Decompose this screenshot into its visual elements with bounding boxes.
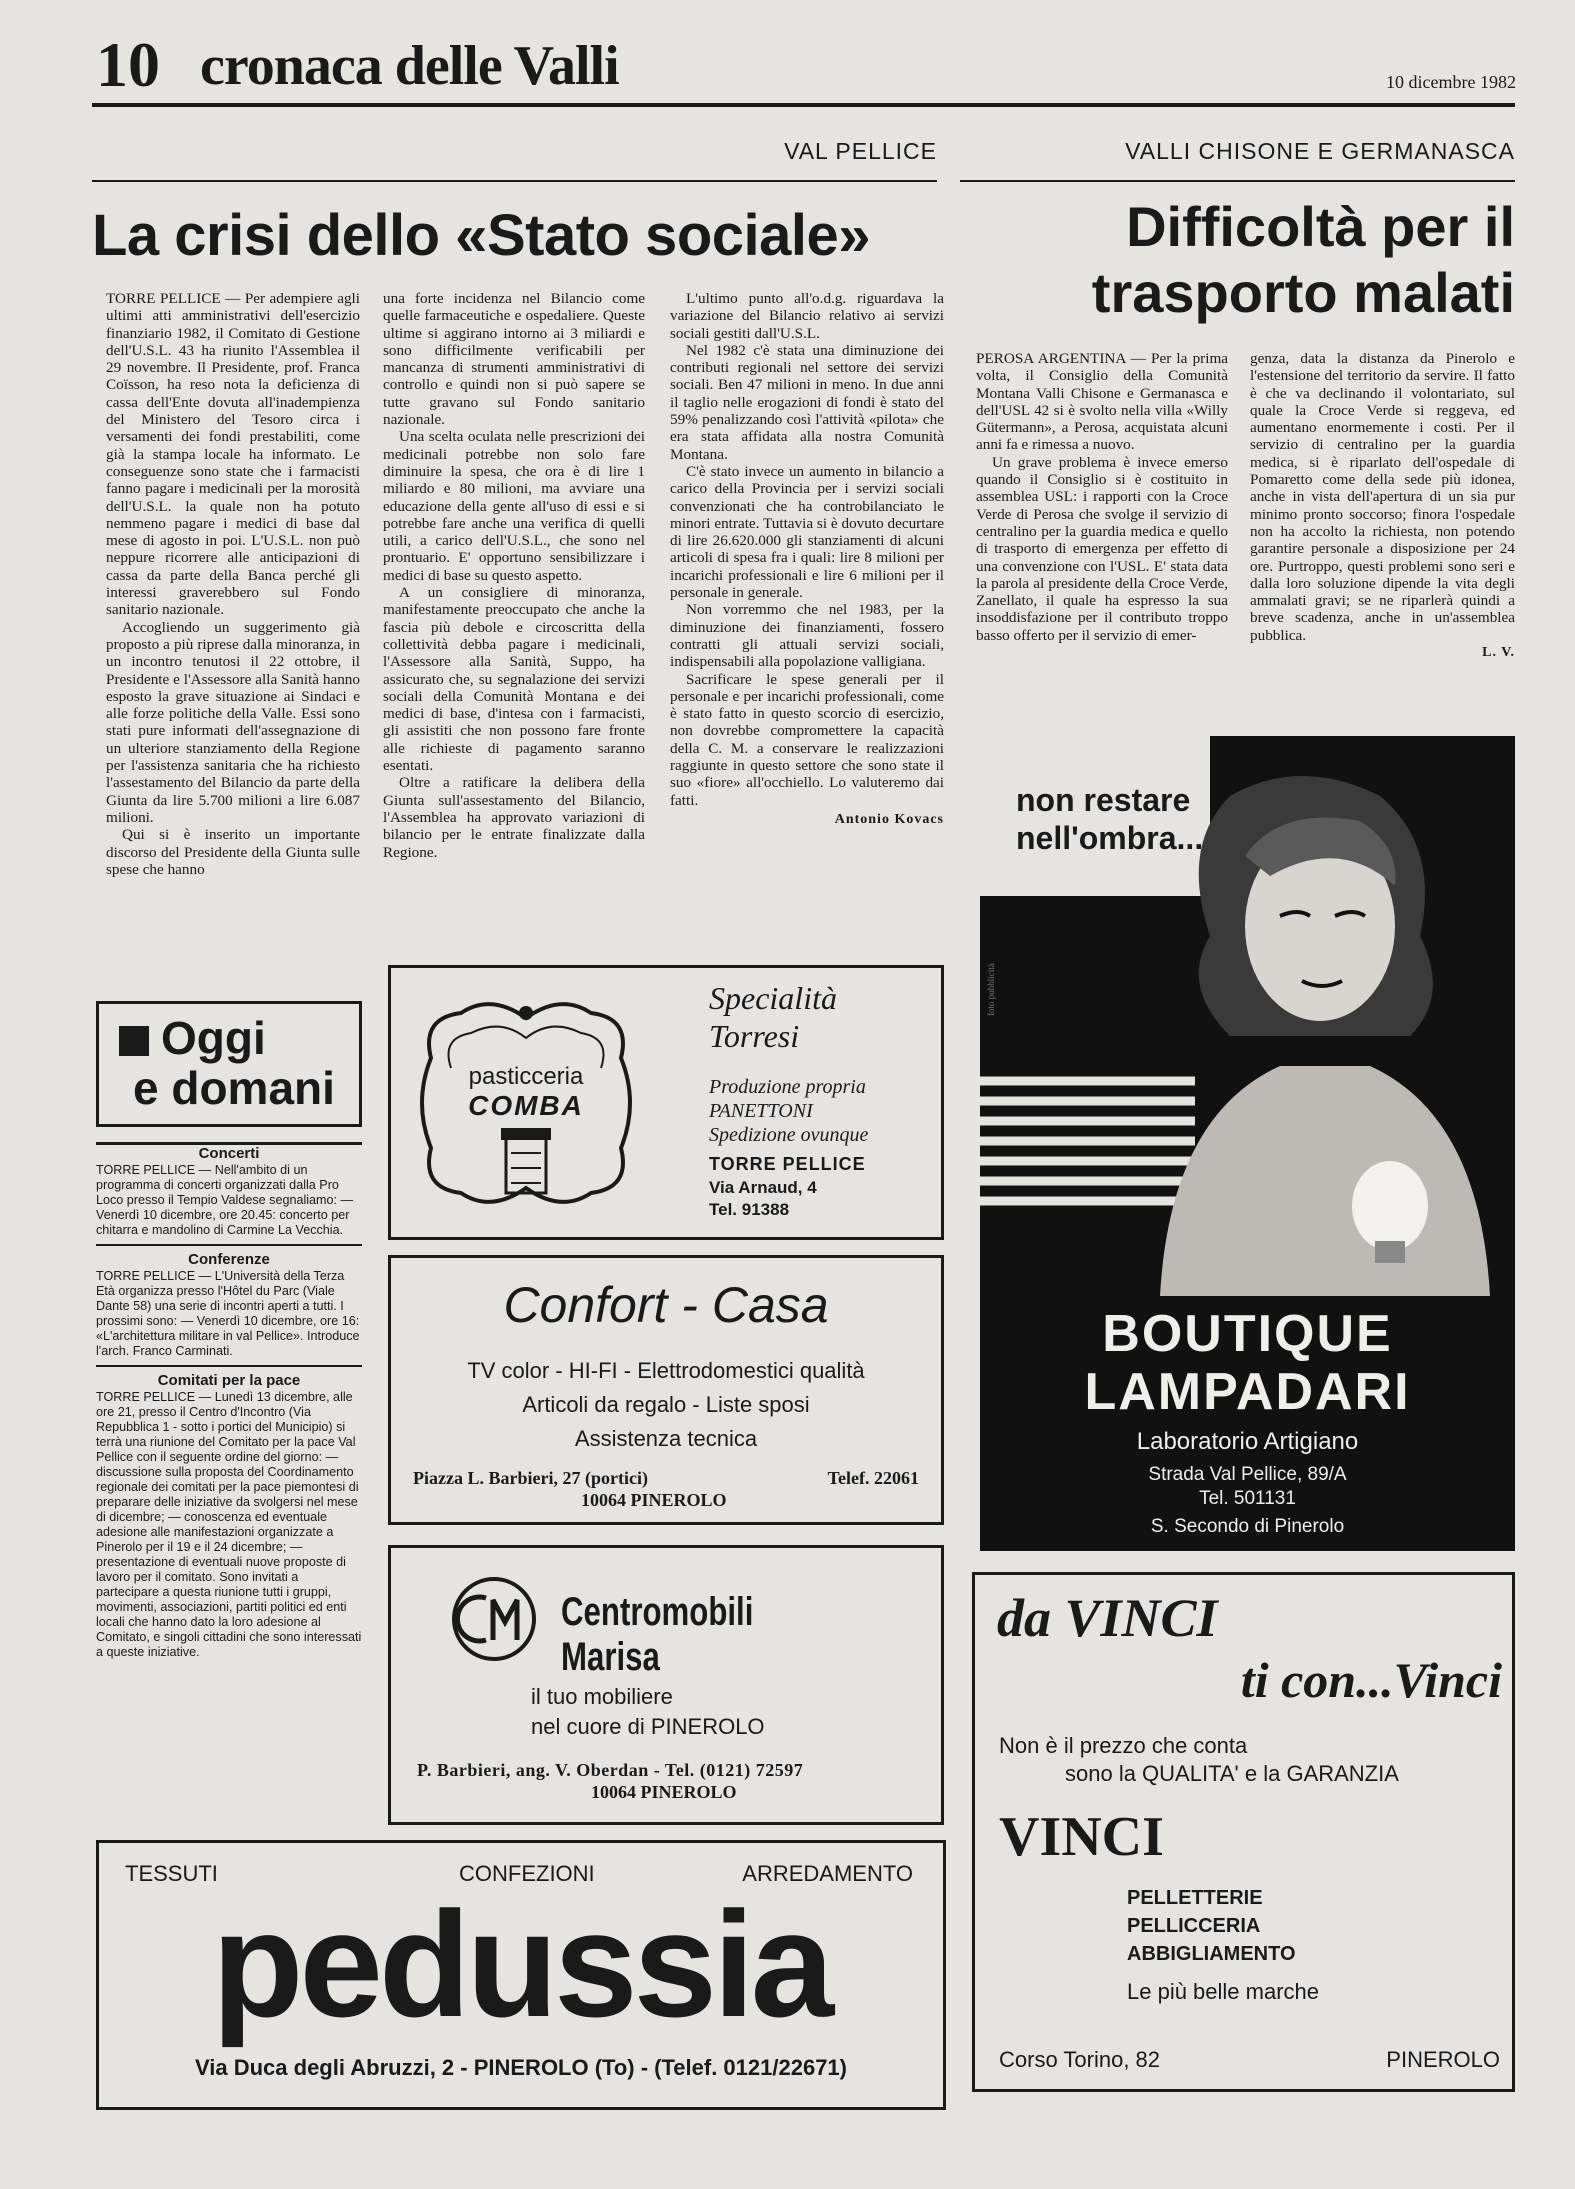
- page-number: 10: [96, 29, 160, 100]
- vinci-slogan-2: ti con...Vinci: [1240, 1652, 1502, 1708]
- headline-valli-chisone-2: trasporto malati: [1091, 261, 1515, 324]
- centromobili-city: 10064 PINEROLO: [591, 1782, 737, 1802]
- lampadari-headline-1: non restare: [1016, 782, 1191, 818]
- paragraph: Oltre a ratificare la delibera della Giunta sull'assestamento del Bilancio, l'Assemblea ha approvato variazioni di bilancio per le entrate finalizzate dalla Regione.: [383, 774, 645, 861]
- paragraph: Non vorremmo che nel 1983, per la diminuzione dei finanziamenti, fossero contratti gli attuali servizi sociali, indispensabili alla popolazione valligiana.: [670, 601, 944, 671]
- paragraph: una forte incidenza nel Bilancio come quelle farmaceutiche e ospedaliere. Queste ultime si aggirano intorno ai 3 miliardi e sono difficilmente verificabili per mancanza di strumenti amministrativi di controllo e quindi non si può sapere se tutte gravano sul Fondo sanitario nazionale.: [383, 290, 645, 429]
- square-bullet-icon: [119, 1026, 149, 1056]
- centromobili-address: P. Barbieri, ang. V. Oberdan - Tel. (0121) 72597: [417, 1760, 804, 1780]
- lampadari-street: Strada Val Pellice, 89/A: [1148, 1464, 1347, 1485]
- paragraph: L'ultimo punto all'o.d.g. riguardava la variazione del Bilancio relativo ai servizi sociali gestiti dall'U.S.L.: [670, 290, 944, 342]
- paragraph: Accogliendo un suggerimento già proposto a più riprese dalla minoranza, in un incontro tenutosi il 22 ottobre, il Presidente e l'Assessore alla Sanità hanno esposto la grave situazione ai Sindaci e alle forze politiche della Valle. Essi sono stati pure informati dell'assegnazione di un ulteriore stanziamento della Regione per l'assistenza sanitaria che ha richiesto l'assestamento del Bilancio da parte della Giunta da lire 5.700 milioni a lire 6.087 milioni.: [106, 618, 360, 826]
- comba-line1: Produzione propria: [709, 1076, 866, 1098]
- vinci-line1: Non è il prezzo che conta: [999, 1733, 1248, 1758]
- confort-city: 10064 PINEROLO: [581, 1490, 727, 1510]
- headline-val-pellice: La crisi dello «Stato sociale»: [92, 203, 870, 268]
- issue-date: 10 dicembre 1982: [1386, 72, 1516, 92]
- paragraph: Un grave problema è invece emerso quando il Consiglio si è costituito in assemblea USL: i rapporti con la Croce Verde di Perosa che svolge il servizio di centralino per la guardia medica e quello di trasporto di emergenza per effetto di una convenzione con l'USL. E' stata data la parola al presidente della Croce Verde, Zanellato, il quale ha espresso la sua insoddisfazione per il contributo troppo basso offerto per il servizio di emer-: [976, 453, 1228, 644]
- section-label-val-pellice: VAL PELLICE: [784, 138, 937, 164]
- vinci-brand: VINCI: [999, 1806, 1164, 1868]
- headline-valli-chisone-1: Difficoltà per il: [1126, 195, 1515, 258]
- article-val-pellice-col2: [383, 290, 645, 861]
- vinci-tagline: Le più belle marche: [1127, 1979, 1320, 2004]
- lampadari-subtitle: Laboratorio Artigiano: [1136, 1428, 1359, 1455]
- oggi-item-text: TORRE PELLICE — L'Università della Terza Età organizza presso l'Hôtel du Parc (Viale Dante 58) una serie di incontri aperti a tutti. I prossimi sono: — Venerdì 10 dicembre, ore 16: «L'architettura militare in val Pellice». Introduce l'arch. Franco Carminati.: [96, 1269, 360, 1358]
- comba-title-2: Torresi: [709, 1018, 800, 1054]
- paragraph: A un consigliere di minoranza, manifestamente preoccupato che anche la fascia più debole e circoscritta della collettività debba pagare i medicinali, l'Assessore alla Sanità, Suppo, ha assicurato che, su segnalazione dei servizi sociali della Comunità Montana e dei medici di base, d'intesa con i farmacisti, gli assistiti che non possono fare fronte alle richieste di pagamento saranno esentati.: [383, 584, 645, 775]
- vinci-line2: sono la QUALITA' e la GARANZIA: [1065, 1761, 1399, 1786]
- lampadari-title-2: LAMPADARI: [1084, 1363, 1411, 1421]
- comba-logo-line2: COMBA: [468, 1090, 584, 1121]
- centromobili-title: Centromobili Marisa: [561, 1590, 754, 1679]
- article-valli-chisone-col2: [1250, 350, 1515, 661]
- comba-title-1: Specialità: [709, 980, 837, 1016]
- vinci-city: PINEROLO: [1386, 2047, 1500, 2072]
- lampadari-city: S. Secondo di Pinerolo: [1150, 1516, 1345, 1537]
- article-val-pellice-col1: [106, 290, 360, 878]
- comba-city: TORRE PELLICE: [709, 1154, 866, 1174]
- lampadari-title-1: BOUTIQUE: [1102, 1305, 1393, 1363]
- comba-line2: PANETTONI: [709, 1100, 813, 1122]
- ad-centromobili: [388, 1545, 944, 1825]
- section-label-valli-chisone: VALLI CHISONE E GERMANASCA: [1125, 138, 1515, 164]
- confort-title: Confort - Casa: [503, 1277, 829, 1333]
- pedussia-top-right: ARREDAMENTO: [742, 1861, 913, 1886]
- vinci-item2: PELLICCERIA: [1127, 1915, 1261, 1937]
- masthead: [96, 30, 1516, 102]
- photo-credit: foto pubblicità: [986, 963, 996, 1016]
- comba-line3: Spedizione ovunque: [709, 1124, 869, 1146]
- paragraph: C'è stato invece un aumento in bilancio a carico della Provincia per i servizi sociali convenzionati che ha controbilanciato le minori entrate. Tuttavia si è dovuto decurtare di lire 26.620.000 gli stanziamenti di alcuni articoli di spesa fra i quali: lire 8 milioni per incarichi professionali e lire 6 milioni per il personale in generale.: [670, 462, 944, 602]
- vinci-slogan-1: da VINCI: [997, 1588, 1218, 1648]
- article-val-pellice-col3: [670, 290, 944, 828]
- oggi-domani-list: [96, 1140, 362, 1660]
- paragraph: Una scelta oculata nelle prescrizioni dei medicinali potrebbe non solo fare diminuire la spesa, che ora è di lire 1 miliardo e 80 milioni, ma avviare una educazione della gente all'uso di essi e si potrebbe fare anche una verifica di quelli utili, a carico dell'U.S.L., che sono nel prontuario. E' opportuno sensibilizzare i medici di base su questo aspetto.: [383, 428, 645, 584]
- confort-address: Piazza L. Barbieri, 27 (portici): [413, 1468, 648, 1488]
- paragraph: Qui si è inserito un importante discorso del Presidente della Giunta sulle spese che hanno: [106, 826, 360, 878]
- section-rule-val-pellice: [92, 180, 937, 182]
- confort-line3: Assistenza tecnica: [574, 1426, 758, 1451]
- byline: L. V.: [1482, 645, 1515, 661]
- vinci-item1: PELLETTERIE: [1127, 1887, 1263, 1909]
- ad-confort-casa: [388, 1255, 944, 1525]
- oggi-item-title: Comitati per la pace: [157, 1372, 301, 1389]
- oggi-title-1: Oggi: [161, 1012, 266, 1064]
- article-valli-chisone-col1: [976, 350, 1228, 644]
- comba-logo-line1: pasticceria: [468, 1063, 584, 1090]
- confort-line2: Articoli da regalo - Liste sposi: [522, 1392, 810, 1417]
- cm-logo-icon: [451, 1576, 537, 1662]
- oggi-item-text: TORRE PELLICE — Nell'ambito di un programma di concerti organizzati dalla Pro Loco presso il Tempio Valdese segnaliamo: — Venerdì 10 dicembre, ore 20.45: concerto per chitarra e mandolino di Carmine La Vecchia.: [96, 1163, 354, 1237]
- woman-portrait-image: [980, 736, 1515, 1296]
- centromobili-line2: nel cuore di PINEROLO: [531, 1714, 765, 1739]
- pedussia-top-left: TESSUTI: [125, 1861, 218, 1886]
- byline: Antonio Kovacs: [834, 811, 944, 827]
- vinci-address: Corso Torino, 82: [999, 2047, 1161, 2072]
- ad-pedussia: [96, 1840, 946, 2110]
- pedussia-top-mid: CONFEZIONI: [459, 1861, 595, 1886]
- oggi-item-title: Concerti: [198, 1145, 260, 1162]
- vinci-item3: ABBIGLIAMENTO: [1127, 1943, 1296, 1965]
- centromobili-line1: il tuo mobiliere: [531, 1684, 673, 1709]
- lampadari-headline-2: nell'ombra...: [1016, 820, 1204, 856]
- confort-line1: TV color - HI-FI - Elettrodomestici qualità: [467, 1358, 865, 1383]
- paragraph: genza, data la distanza da Pinerolo e l'estensione del territorio da servire. Il fatto è che va declinando il volontariato, sul quale la Croce Verde si reggeva, ed aumentano enormemente i costi. Per il servizio di centralino per la guardia medica, si è riparlato dell'ospedale di Pomaretto come della sede più idonea, anche in vista dell'apertura di un sia pur minimo pronto soccorso; finora l'ospedale non ha accolto la richiesta, non potendo garantire personale a disposizione per 24 ore. Purtroppo, questi problemi sono seri e dalla loro soluzione dipende la vita degli ammalati gravi; se ne riparlerà quindi a breve scadenza, anche in un'assemblea pubblica.: [1250, 350, 1515, 644]
- comba-phone: Tel. 91388: [709, 1200, 790, 1219]
- paragraph: Sacrificare le spese generali per il personale e per incarichi professionali, come è stato fatto in questo scorcio di esercizio, non dovrebbe compromettere la capacità della C. M. a conservare le realizzazioni raggiunte in questo settore che sono state il suo «fiore» all'occhiello. Lo valuteremo dai fatti.: [670, 670, 944, 809]
- oggi-item-text: TORRE PELLICE — Lunedì 13 dicembre, alle ore 21, presso il Centro d'Incontro (Via Repubblica 1 - sotto i portici del Municipio) si terrà una riunione del Comitato per la pace Val Pellice con il seguente ordine del giorno: — discussione sulla proposta del Coordinamento regionale dei comitati per la pace piemontesi di preparare delle iniziative da svolgersi nel mese di dicembre; — conoscenza ed eventuale adesione alle manifestazioni organizzate a Pinerolo per il 19 e il 24 dicembre; — presentazione di eventuali nuove proposte di lavoro per il comitato. Sono invitati a partecipare a questa riunione tutti i gruppi, movimenti, associazioni, partiti politici ed enti locali che hanno dato la loro adesione al Comitato, e singoli cittadini che sono interessati a queste iniziative.: [96, 1390, 362, 1659]
- ad-vinci: [972, 1572, 1515, 2092]
- comba-street: Via Arnaud, 4: [709, 1178, 817, 1197]
- ad-pasticceria-comba: [388, 965, 944, 1240]
- confort-phone: Telef. 22061: [827, 1468, 919, 1488]
- paragraph: TORRE PELLICE — Per adempiere agli ultimi atti amministrativi dell'esercizio finanziario 1982, il Comitato di Gestione dell'U.S.L. 43 ha riunito l'Assemblea il 29 novembre. Il Presidente, prof. Franca Coïsson, ha reso nota la deficienza di cassa dell'Ente dovuta all'inadempienza del Ministero del Tesoro circa i versamenti dei fondi prestabiliti, come già la stampa locale ha informato. Le conseguenze sono state che i farmacisti fanno pagare i medicinali per la morosità dell'U.S.L. la quale non ha potuto nemmeno pagare i medici di base dal mese di agosto in poi. L'U.S.L. non può neppure ricorrere alle anticipazioni di cassa da parte della Banca perché gli interessi graverebbero sul Fondo sanitario nazionale.: [106, 290, 360, 619]
- pedussia-brand: pedussia: [211, 1880, 831, 2048]
- paragraph: Nel 1982 c'è stata una diminuzione dei contributi regionali nel settore dei servizi sociali. Ben 47 milioni in meno. In due anni il taglio nelle erogazioni di fondi è stato del 59% penalizzando così l'attività «pilota» che era stata affidata alla nostra Comunità Montana.: [670, 341, 944, 463]
- lampadari-phone: Tel. 501131: [1199, 1488, 1296, 1509]
- oggi-domani-title-box: [96, 1001, 362, 1127]
- header-rule: [92, 103, 1515, 107]
- section-title: cronaca delle Valli: [200, 35, 619, 97]
- oggi-item-title: Conferenze: [188, 1251, 270, 1268]
- paragraph: PEROSA ARGENTINA — Per la prima volta, il Consiglio della Comunità Montana Valli Chisone e Germanasca e dell'USL 42 si è svolto nella villa «Willy Gütermann», a Perosa, acquistata alcuni anni fa e rimessa a nuovo.: [976, 350, 1228, 454]
- ad-boutique-lampadari: [980, 736, 1515, 1551]
- section-rule-valli-chisone: [960, 180, 1515, 182]
- oggi-title-2: e domani: [133, 1062, 335, 1114]
- pedussia-address: Via Duca degli Abruzzi, 2 - PINEROLO (To) - (Telef. 0121/22671): [194, 2055, 847, 2080]
